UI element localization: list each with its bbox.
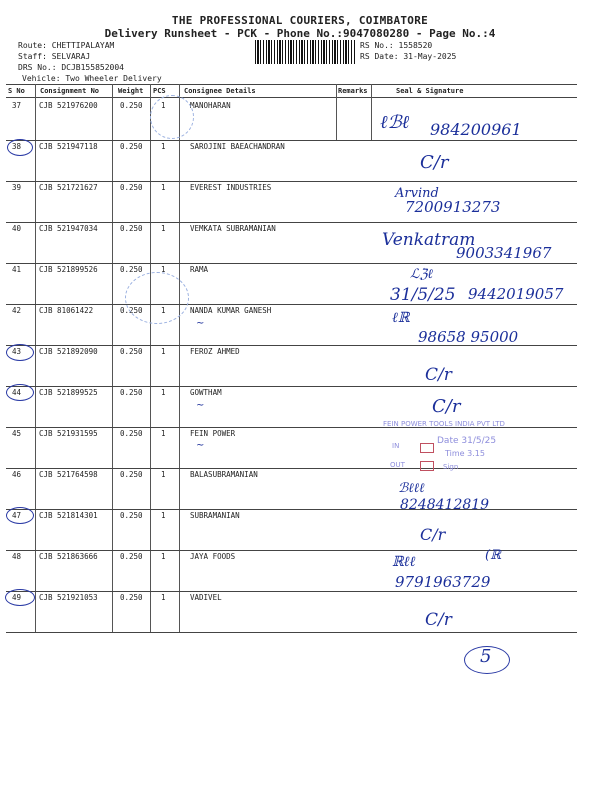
handwritten-phone: 9442019057 xyxy=(468,285,564,303)
row-weight: 0.250 xyxy=(120,552,143,561)
stamp-out: OUT xyxy=(390,461,405,469)
col-divider xyxy=(336,84,337,140)
row-sno: 44 xyxy=(12,388,22,397)
table-top-line xyxy=(6,84,577,85)
ink-tick: ∼ xyxy=(196,400,205,411)
row-weight: 0.250 xyxy=(120,142,143,151)
handwritten-phone: 98658 95000 xyxy=(418,328,519,346)
handwritten-cr: C/r xyxy=(425,365,452,385)
header-sno: S No xyxy=(8,87,25,95)
row-weight: 0.250 xyxy=(120,306,143,315)
handwritten-name: Venkatram xyxy=(382,230,476,250)
row-consignment: CJB 521976200 xyxy=(39,101,98,110)
ink-tick: ∼ xyxy=(196,440,205,451)
row-consignee: GOWTHAM xyxy=(190,388,222,397)
handwritten-phone: 7200913273 xyxy=(405,198,501,216)
handwritten-phone: 9791963729 xyxy=(395,573,491,591)
handwritten-phone: 8248412819 xyxy=(400,497,490,513)
row-pcs: 1 xyxy=(161,552,166,561)
faded-seal xyxy=(150,95,194,139)
row-weight: 0.250 xyxy=(120,224,143,233)
row-pcs: 1 xyxy=(161,470,166,479)
runsheet-subtitle: Delivery Runsheet - PCK - Phone No.:9047080280 - Page No.:4 xyxy=(104,27,496,40)
row-divider xyxy=(6,304,577,305)
ink-tick: ∼ xyxy=(196,318,205,329)
row-sno: 43 xyxy=(12,347,22,356)
row-pcs: 1 xyxy=(161,306,166,315)
row-consignee: SAROJINI BAEACHANDRAN xyxy=(190,142,285,151)
row-consignee: MANOHARAN xyxy=(190,101,231,110)
signature-scribble: ℓℬℓ xyxy=(380,112,410,133)
row-pcs: 1 xyxy=(161,142,166,151)
stamp-out-box xyxy=(420,461,434,471)
row-consignment: CJB 521899525 xyxy=(39,388,98,397)
serial-circle-mark xyxy=(6,344,34,361)
row-sno: 47 xyxy=(12,511,22,520)
stamp-in: IN xyxy=(392,442,400,450)
stamp-time: Time 3.15 xyxy=(445,449,485,458)
row-sno: 38 xyxy=(12,142,22,151)
row-weight: 0.250 xyxy=(120,347,143,356)
row-consignee: BALASUBRAMANIAN xyxy=(190,470,258,479)
row-consignee: EVEREST INDUSTRIES xyxy=(190,183,272,192)
handwritten-phone: 9003341967 xyxy=(456,244,552,262)
table-header-line xyxy=(6,97,577,98)
handwritten-cr: C/r xyxy=(425,610,452,630)
row-divider xyxy=(6,181,577,182)
row-divider xyxy=(6,263,577,264)
signature-scribble: ℓℝ xyxy=(392,310,410,326)
row-consignee: SUBRAMANIAN xyxy=(190,511,240,520)
row-sno: 48 xyxy=(12,552,22,561)
handwritten-cr: C/r xyxy=(420,525,446,544)
row-consignment: CJB 521863666 xyxy=(39,552,98,561)
stamp-sign: Sign xyxy=(443,463,459,471)
row-pcs: 1 xyxy=(161,347,166,356)
row-consignment: CJB 521921053 xyxy=(39,593,98,602)
row-divider xyxy=(6,468,577,469)
row-weight: 0.250 xyxy=(120,429,143,438)
row-sno: 46 xyxy=(12,470,22,479)
stamp-in-box xyxy=(420,443,434,453)
row-sno: 45 xyxy=(12,429,22,438)
serial-circle-mark xyxy=(7,139,33,156)
row-consignment: CJB 521947034 xyxy=(39,224,98,233)
row-consignment: CJB 521931595 xyxy=(39,429,98,438)
header-seal: Seal & Signature xyxy=(396,87,464,95)
signature-scribble: ℝℓℓ xyxy=(392,554,416,570)
rs-date: RS Date: 31-May-2025 xyxy=(360,52,457,61)
row-consignee: JAYA FOODS xyxy=(190,552,236,561)
row-divider xyxy=(6,386,577,387)
row-divider xyxy=(6,632,577,633)
serial-circle-mark xyxy=(5,589,35,606)
row-weight: 0.250 xyxy=(120,101,143,110)
row-consignee: RAMA xyxy=(190,265,209,274)
row-consignee: FEIN POWER xyxy=(190,429,236,438)
staff-label: Staff: SELVARAJ xyxy=(18,52,91,61)
signature-scribble: (ℝ xyxy=(485,548,501,563)
serial-circle-mark xyxy=(6,384,34,401)
stamp-date: Date 31/5/25 xyxy=(437,436,497,446)
serial-circle-mark xyxy=(6,507,34,524)
route-label: Route: CHETTIPALAYAM xyxy=(18,41,115,50)
row-weight: 0.250 xyxy=(120,470,143,479)
row-sno: 49 xyxy=(12,593,22,602)
row-sno: 39 xyxy=(12,183,22,192)
row-consignee: VEMKATA SUBRAMANIAN xyxy=(190,224,276,233)
row-pcs: 1 xyxy=(161,429,166,438)
row-pcs: 1 xyxy=(161,511,166,520)
row-divider xyxy=(6,222,577,223)
row-pcs: 1 xyxy=(161,388,166,397)
vehicle-label: Vehicle: Two Wheeler Delivery xyxy=(22,74,162,83)
handwritten-date: 31/5/25 xyxy=(390,285,456,305)
row-weight: 0.250 xyxy=(120,388,143,397)
handwritten-phone: 984200961 xyxy=(430,120,522,139)
handwritten-cr: C/r xyxy=(432,396,461,417)
faded-seal xyxy=(125,272,189,324)
barcode-graphic xyxy=(255,40,355,64)
row-weight: 0.250 xyxy=(120,511,143,520)
row-divider xyxy=(6,591,577,592)
drs-label: DRS No.: DCJB155852004 xyxy=(18,63,124,72)
row-sno: 42 xyxy=(12,306,22,315)
row-pcs: 1 xyxy=(161,101,166,110)
header-consignee: Consignee Details xyxy=(184,87,256,95)
row-consignment: CJB 521892090 xyxy=(39,347,98,356)
row-divider xyxy=(6,509,577,510)
row-divider xyxy=(6,140,577,141)
handwritten-cr: C/r xyxy=(420,152,449,173)
row-pcs: 1 xyxy=(161,183,166,192)
row-sno: 40 xyxy=(12,224,22,233)
header-remarks: Remarks xyxy=(338,87,368,95)
row-consignee: FEROZ AHMED xyxy=(190,347,240,356)
row-sno: 37 xyxy=(12,101,22,110)
row-pcs: 1 xyxy=(161,265,166,274)
row-weight: 0.250 xyxy=(120,265,143,274)
header-pcs: PCS xyxy=(153,87,166,95)
row-consignment: CJB 521814301 xyxy=(39,511,98,520)
row-consignee: VADIVEL xyxy=(190,593,222,602)
col-divider xyxy=(371,84,372,140)
row-pcs: 1 xyxy=(161,593,166,602)
handwritten-name: Arvind xyxy=(395,186,439,201)
signature-scribble: ℬℓℓℓ xyxy=(398,481,425,496)
stamp-company: FEIN POWER TOOLS INDIA PVT LTD xyxy=(383,420,505,428)
row-consignment: CJB 81061422 xyxy=(39,306,94,315)
total-count: 5 xyxy=(480,646,492,667)
header-weight: Weight xyxy=(118,87,144,95)
signature-scribble: ℒℨℓ xyxy=(410,267,433,282)
row-consignment: CJB 521764598 xyxy=(39,470,98,479)
row-consignment: CJB 521899526 xyxy=(39,265,98,274)
row-consignment: CJB 521947118 xyxy=(39,142,98,151)
row-sno: 41 xyxy=(12,265,22,274)
row-consignee: NANDA KUMAR GANESH xyxy=(190,306,272,315)
company-title: THE PROFESSIONAL COURIERS, COIMBATORE xyxy=(171,14,429,27)
row-weight: 0.250 xyxy=(120,183,143,192)
row-consignment: CJB 521721627 xyxy=(39,183,98,192)
rs-number: RS No.: 1558520 xyxy=(360,41,433,50)
row-weight: 0.250 xyxy=(120,593,143,602)
row-pcs: 1 xyxy=(161,224,166,233)
header-consignment: Consignment No xyxy=(40,87,100,95)
